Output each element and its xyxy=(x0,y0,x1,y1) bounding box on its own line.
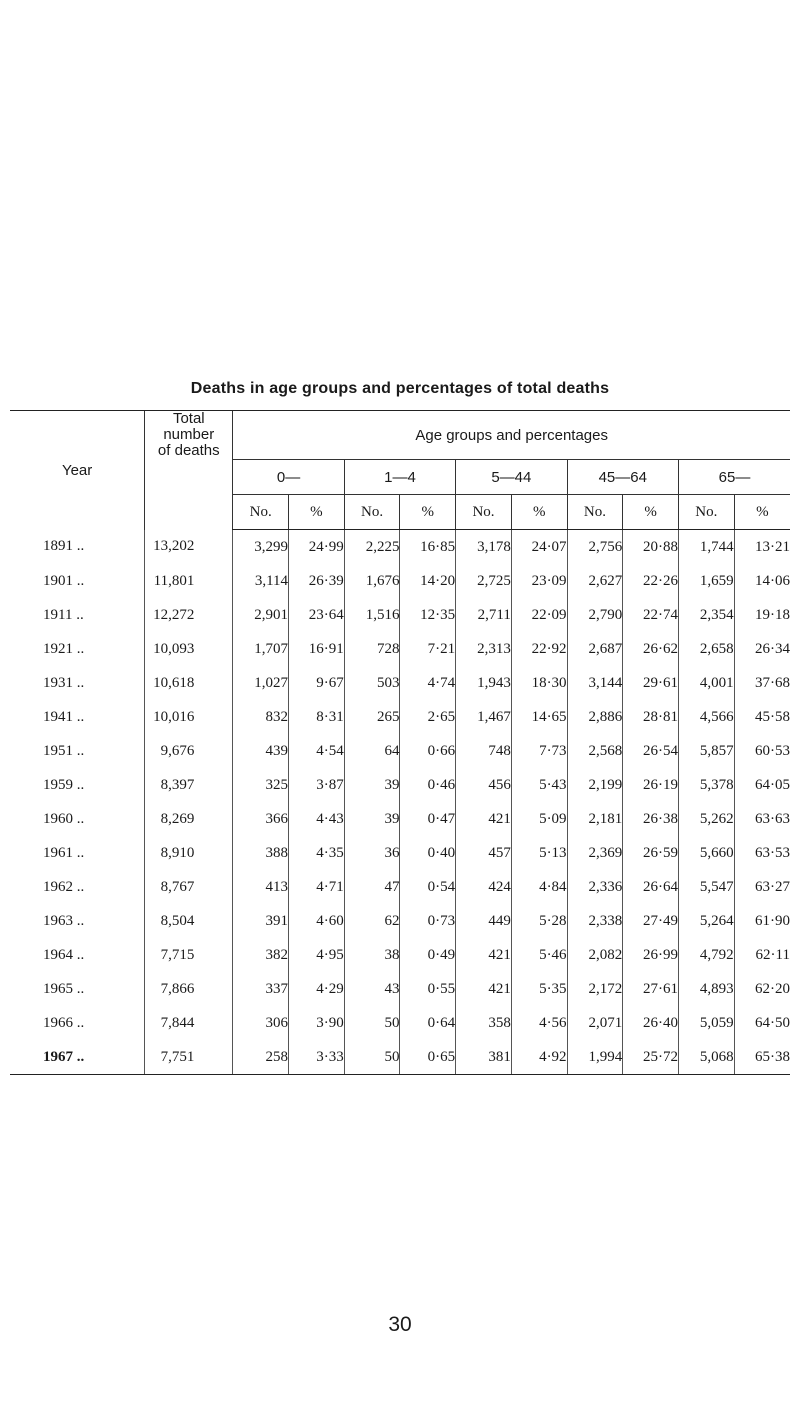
number-cell: 421 xyxy=(456,972,512,1006)
percent-cell: 64·05 xyxy=(734,768,790,802)
total-deaths-cell: 7,751 xyxy=(145,1040,233,1075)
number-cell: 2,199 xyxy=(567,768,623,802)
total-deaths-cell: 8,504 xyxy=(145,904,233,938)
number-cell: 424 xyxy=(456,870,512,904)
number-cell: 3,299 xyxy=(233,530,289,565)
percent-cell: 63·27 xyxy=(734,870,790,904)
total-deaths-cell: 10,093 xyxy=(145,632,233,666)
percent-cell: 18·30 xyxy=(511,666,567,700)
percent-cell: 0·47 xyxy=(400,802,456,836)
percent-cell: 2·65 xyxy=(400,700,456,734)
percent-cell: 27·61 xyxy=(623,972,679,1006)
number-cell: 258 xyxy=(233,1040,289,1075)
table-row xyxy=(10,666,790,700)
table-row xyxy=(10,836,790,870)
percent-cell: 22·09 xyxy=(511,598,567,632)
number-cell: 456 xyxy=(456,768,512,802)
number-header: No. xyxy=(567,495,623,530)
number-cell: 39 xyxy=(344,768,400,802)
year-cell: 1901 .. xyxy=(43,572,85,589)
number-cell: 5,857 xyxy=(678,734,734,768)
year-cell: 1941 .. xyxy=(43,708,85,725)
percent-cell: 65·38 xyxy=(734,1040,790,1075)
number-header: No. xyxy=(344,495,400,530)
year-cell: 1963 .. xyxy=(43,912,85,929)
percent-cell: 7·73 xyxy=(511,734,567,768)
number-cell: 2,354 xyxy=(678,598,734,632)
number-cell: 306 xyxy=(233,1006,289,1040)
total-deaths-cell: 9,676 xyxy=(145,734,233,768)
table-row xyxy=(10,734,790,768)
number-cell: 5,660 xyxy=(678,836,734,870)
number-cell: 5,262 xyxy=(678,802,734,836)
percent-cell: 0·64 xyxy=(400,1006,456,1040)
percent-header: % xyxy=(734,495,790,530)
percent-header: % xyxy=(623,495,679,530)
table-row xyxy=(10,768,790,802)
number-header: No. xyxy=(456,495,512,530)
percent-cell: 16·91 xyxy=(289,632,345,666)
number-cell: 2,886 xyxy=(567,700,623,734)
total-deaths-cell: 7,715 xyxy=(145,938,233,972)
number-cell: 3,178 xyxy=(456,530,512,565)
number-cell: 64 xyxy=(344,734,400,768)
number-cell: 3,144 xyxy=(567,666,623,700)
percent-cell: 5·43 xyxy=(511,768,567,802)
table-row xyxy=(10,564,790,598)
percent-cell: 12·35 xyxy=(400,598,456,632)
number-cell: 728 xyxy=(344,632,400,666)
number-cell: 38 xyxy=(344,938,400,972)
number-cell: 2,901 xyxy=(233,598,289,632)
number-cell: 457 xyxy=(456,836,512,870)
percent-cell: 63·63 xyxy=(734,802,790,836)
number-cell: 2,369 xyxy=(567,836,623,870)
age-groups-header: Age groups and percentages xyxy=(233,411,790,460)
percent-cell: 63·53 xyxy=(734,836,790,870)
number-cell: 4,566 xyxy=(678,700,734,734)
number-cell: 2,756 xyxy=(567,530,623,565)
number-cell: 382 xyxy=(233,938,289,972)
age-group-header: 45—64 xyxy=(567,460,678,495)
number-cell: 50 xyxy=(344,1006,400,1040)
number-cell: 39 xyxy=(344,802,400,836)
age-group-header: 0— xyxy=(233,460,344,495)
number-cell: 421 xyxy=(456,938,512,972)
percent-cell: 26·59 xyxy=(623,836,679,870)
number-cell: 5,547 xyxy=(678,870,734,904)
table-row xyxy=(10,530,790,565)
number-cell: 1,744 xyxy=(678,530,734,565)
total-deaths-cell: 8,269 xyxy=(145,802,233,836)
number-header: No. xyxy=(233,495,289,530)
age-group-header: 65— xyxy=(678,460,790,495)
percent-cell: 26·54 xyxy=(623,734,679,768)
page-number: 30 xyxy=(388,1313,412,1336)
number-header: No. xyxy=(678,495,734,530)
percent-cell: 5·13 xyxy=(511,836,567,870)
year-cell: 1967 .. xyxy=(10,1040,145,1075)
total-deaths-cell: 8,767 xyxy=(145,870,233,904)
percent-cell: 22·92 xyxy=(511,632,567,666)
year-cell: 1961 .. xyxy=(43,844,85,861)
year-cell: 1966 .. xyxy=(43,1014,85,1031)
number-cell: 1,676 xyxy=(344,564,400,598)
percent-cell: 26·64 xyxy=(623,870,679,904)
percent-cell: 4·92 xyxy=(511,1040,567,1075)
number-cell: 4,893 xyxy=(678,972,734,1006)
total-deaths-cell: 10,618 xyxy=(145,666,233,700)
number-cell: 50 xyxy=(344,1040,400,1075)
percent-cell: 4·43 xyxy=(289,802,345,836)
number-cell: 2,225 xyxy=(344,530,400,565)
percent-cell: 62·11 xyxy=(734,938,790,972)
table-row xyxy=(10,598,790,632)
table-row xyxy=(10,972,790,1006)
percent-cell: 4·35 xyxy=(289,836,345,870)
percent-cell: 9·67 xyxy=(289,666,345,700)
number-cell: 2,658 xyxy=(678,632,734,666)
percent-header: % xyxy=(511,495,567,530)
percent-cell: 4·71 xyxy=(289,870,345,904)
number-cell: 388 xyxy=(233,836,289,870)
percent-cell: 27·49 xyxy=(623,904,679,938)
table-title: Deaths in age groups and percentages of total deaths xyxy=(190,380,610,397)
percent-cell: 4·29 xyxy=(289,972,345,1006)
percent-cell: 5·46 xyxy=(511,938,567,972)
percent-cell: 13·21 xyxy=(734,530,790,565)
percent-cell: 28·81 xyxy=(623,700,679,734)
total-deaths-cell: 8,910 xyxy=(145,836,233,870)
number-cell: 5,068 xyxy=(678,1040,734,1075)
percent-cell: 62·20 xyxy=(734,972,790,1006)
number-cell: 358 xyxy=(456,1006,512,1040)
year-cell: 1964 .. xyxy=(43,946,85,963)
percent-cell: 26·62 xyxy=(623,632,679,666)
table-row xyxy=(10,1040,790,1075)
table-row xyxy=(10,700,790,734)
percent-cell: 0·54 xyxy=(400,870,456,904)
number-cell: 4,001 xyxy=(678,666,734,700)
table-row xyxy=(10,904,790,938)
number-cell: 832 xyxy=(233,700,289,734)
percent-cell: 22·74 xyxy=(623,598,679,632)
year-cell: 1962 .. xyxy=(43,878,85,895)
number-cell: 2,313 xyxy=(456,632,512,666)
number-cell: 5,378 xyxy=(678,768,734,802)
percent-cell: 4·60 xyxy=(289,904,345,938)
deaths-table xyxy=(10,410,790,1075)
percent-cell: 0·73 xyxy=(400,904,456,938)
number-cell: 439 xyxy=(233,734,289,768)
total-deaths-cell: 11,801 xyxy=(145,564,233,598)
percent-cell: 26·19 xyxy=(623,768,679,802)
percent-cell: 4·84 xyxy=(511,870,567,904)
number-cell: 1,707 xyxy=(233,632,289,666)
percent-cell: 20·88 xyxy=(623,530,679,565)
percent-cell: 23·64 xyxy=(289,598,345,632)
percent-cell: 5·09 xyxy=(511,802,567,836)
number-cell: 36 xyxy=(344,836,400,870)
total-deaths-header: Total number of deaths xyxy=(145,411,233,530)
year-cell: 1931 .. xyxy=(43,674,85,691)
percent-cell: 7·21 xyxy=(400,632,456,666)
percent-cell: 26·99 xyxy=(623,938,679,972)
total-deaths-cell: 10,016 xyxy=(145,700,233,734)
number-cell: 2,071 xyxy=(567,1006,623,1040)
number-cell: 449 xyxy=(456,904,512,938)
percent-cell: 26·38 xyxy=(623,802,679,836)
number-cell: 413 xyxy=(233,870,289,904)
percent-cell: 60·53 xyxy=(734,734,790,768)
percent-cell: 4·95 xyxy=(289,938,345,972)
number-cell: 5,264 xyxy=(678,904,734,938)
number-cell: 1,659 xyxy=(678,564,734,598)
percent-cell: 14·65 xyxy=(511,700,567,734)
percent-cell: 4·74 xyxy=(400,666,456,700)
year-header: Year xyxy=(10,411,145,530)
table-row xyxy=(10,802,790,836)
percent-cell: 64·50 xyxy=(734,1006,790,1040)
percent-cell: 45·58 xyxy=(734,700,790,734)
number-cell: 2,181 xyxy=(567,802,623,836)
number-cell: 1,027 xyxy=(233,666,289,700)
percent-header: % xyxy=(289,495,345,530)
percent-cell: 0·55 xyxy=(400,972,456,1006)
number-cell: 5,059 xyxy=(678,1006,734,1040)
percent-cell: 0·49 xyxy=(400,938,456,972)
number-cell: 366 xyxy=(233,802,289,836)
table-body xyxy=(10,530,790,1075)
number-cell: 381 xyxy=(456,1040,512,1075)
total-deaths-cell: 7,866 xyxy=(145,972,233,1006)
number-cell: 2,627 xyxy=(567,564,623,598)
percent-cell: 4·56 xyxy=(511,1006,567,1040)
percent-cell: 23·09 xyxy=(511,564,567,598)
percent-cell: 8·31 xyxy=(289,700,345,734)
number-cell: 2,172 xyxy=(567,972,623,1006)
total-deaths-cell: 12,272 xyxy=(145,598,233,632)
number-cell: 2,336 xyxy=(567,870,623,904)
year-cell: 1965 .. xyxy=(43,980,85,997)
percent-cell: 14·20 xyxy=(400,564,456,598)
number-cell: 503 xyxy=(344,666,400,700)
number-cell: 265 xyxy=(344,700,400,734)
number-cell: 748 xyxy=(456,734,512,768)
number-cell: 4,792 xyxy=(678,938,734,972)
number-cell: 1,467 xyxy=(456,700,512,734)
number-cell: 2,711 xyxy=(456,598,512,632)
percent-cell: 0·66 xyxy=(400,734,456,768)
year-cell: 1951 .. xyxy=(43,742,85,759)
table-row xyxy=(10,632,790,666)
year-cell: 1911 .. xyxy=(43,606,84,623)
percent-cell: 0·40 xyxy=(400,836,456,870)
number-cell: 1,943 xyxy=(456,666,512,700)
percent-cell: 61·90 xyxy=(734,904,790,938)
percent-cell: 29·61 xyxy=(623,666,679,700)
percent-cell: 0·46 xyxy=(400,768,456,802)
percent-cell: 24·99 xyxy=(289,530,345,565)
total-deaths-cell: 13,202 xyxy=(145,530,233,565)
percent-cell: 4·54 xyxy=(289,734,345,768)
number-cell: 2,725 xyxy=(456,564,512,598)
number-cell: 2,790 xyxy=(567,598,623,632)
number-cell: 391 xyxy=(233,904,289,938)
year-cell: 1921 .. xyxy=(43,640,85,657)
age-group-header: 1—4 xyxy=(344,460,455,495)
number-cell: 337 xyxy=(233,972,289,1006)
percent-cell: 3·33 xyxy=(289,1040,345,1075)
number-cell: 1,516 xyxy=(344,598,400,632)
percent-cell: 5·28 xyxy=(511,904,567,938)
percent-cell: 26·40 xyxy=(623,1006,679,1040)
percent-header: % xyxy=(400,495,456,530)
number-cell: 62 xyxy=(344,904,400,938)
year-cell: 1959 .. xyxy=(43,776,85,793)
table-row xyxy=(10,870,790,904)
number-cell: 2,687 xyxy=(567,632,623,666)
number-cell: 2,338 xyxy=(567,904,623,938)
total-deaths-cell: 7,844 xyxy=(145,1006,233,1040)
percent-cell: 24·07 xyxy=(511,530,567,565)
percent-cell: 14·06 xyxy=(734,564,790,598)
percent-cell: 3·90 xyxy=(289,1006,345,1040)
percent-cell: 5·35 xyxy=(511,972,567,1006)
percent-cell: 16·85 xyxy=(400,530,456,565)
year-cell: 1891 .. xyxy=(43,538,85,555)
percent-cell: 37·68 xyxy=(734,666,790,700)
percent-cell: 26·39 xyxy=(289,564,345,598)
number-cell: 421 xyxy=(456,802,512,836)
percent-cell: 26·34 xyxy=(734,632,790,666)
total-deaths-cell: 8,397 xyxy=(145,768,233,802)
percent-cell: 0·65 xyxy=(400,1040,456,1075)
number-cell: 1,994 xyxy=(567,1040,623,1075)
percent-cell: 19·18 xyxy=(734,598,790,632)
age-group-header: 5—44 xyxy=(456,460,567,495)
number-cell: 2,568 xyxy=(567,734,623,768)
number-cell: 43 xyxy=(344,972,400,1006)
percent-cell: 22·26 xyxy=(623,564,679,598)
percent-cell: 25·72 xyxy=(623,1040,679,1075)
table-row xyxy=(10,938,790,972)
percent-cell: 3·87 xyxy=(289,768,345,802)
number-cell: 3,114 xyxy=(233,564,289,598)
table-row xyxy=(10,1006,790,1040)
number-cell: 325 xyxy=(233,768,289,802)
number-cell: 47 xyxy=(344,870,400,904)
year-cell: 1960 .. xyxy=(43,810,85,827)
number-cell: 2,082 xyxy=(567,938,623,972)
